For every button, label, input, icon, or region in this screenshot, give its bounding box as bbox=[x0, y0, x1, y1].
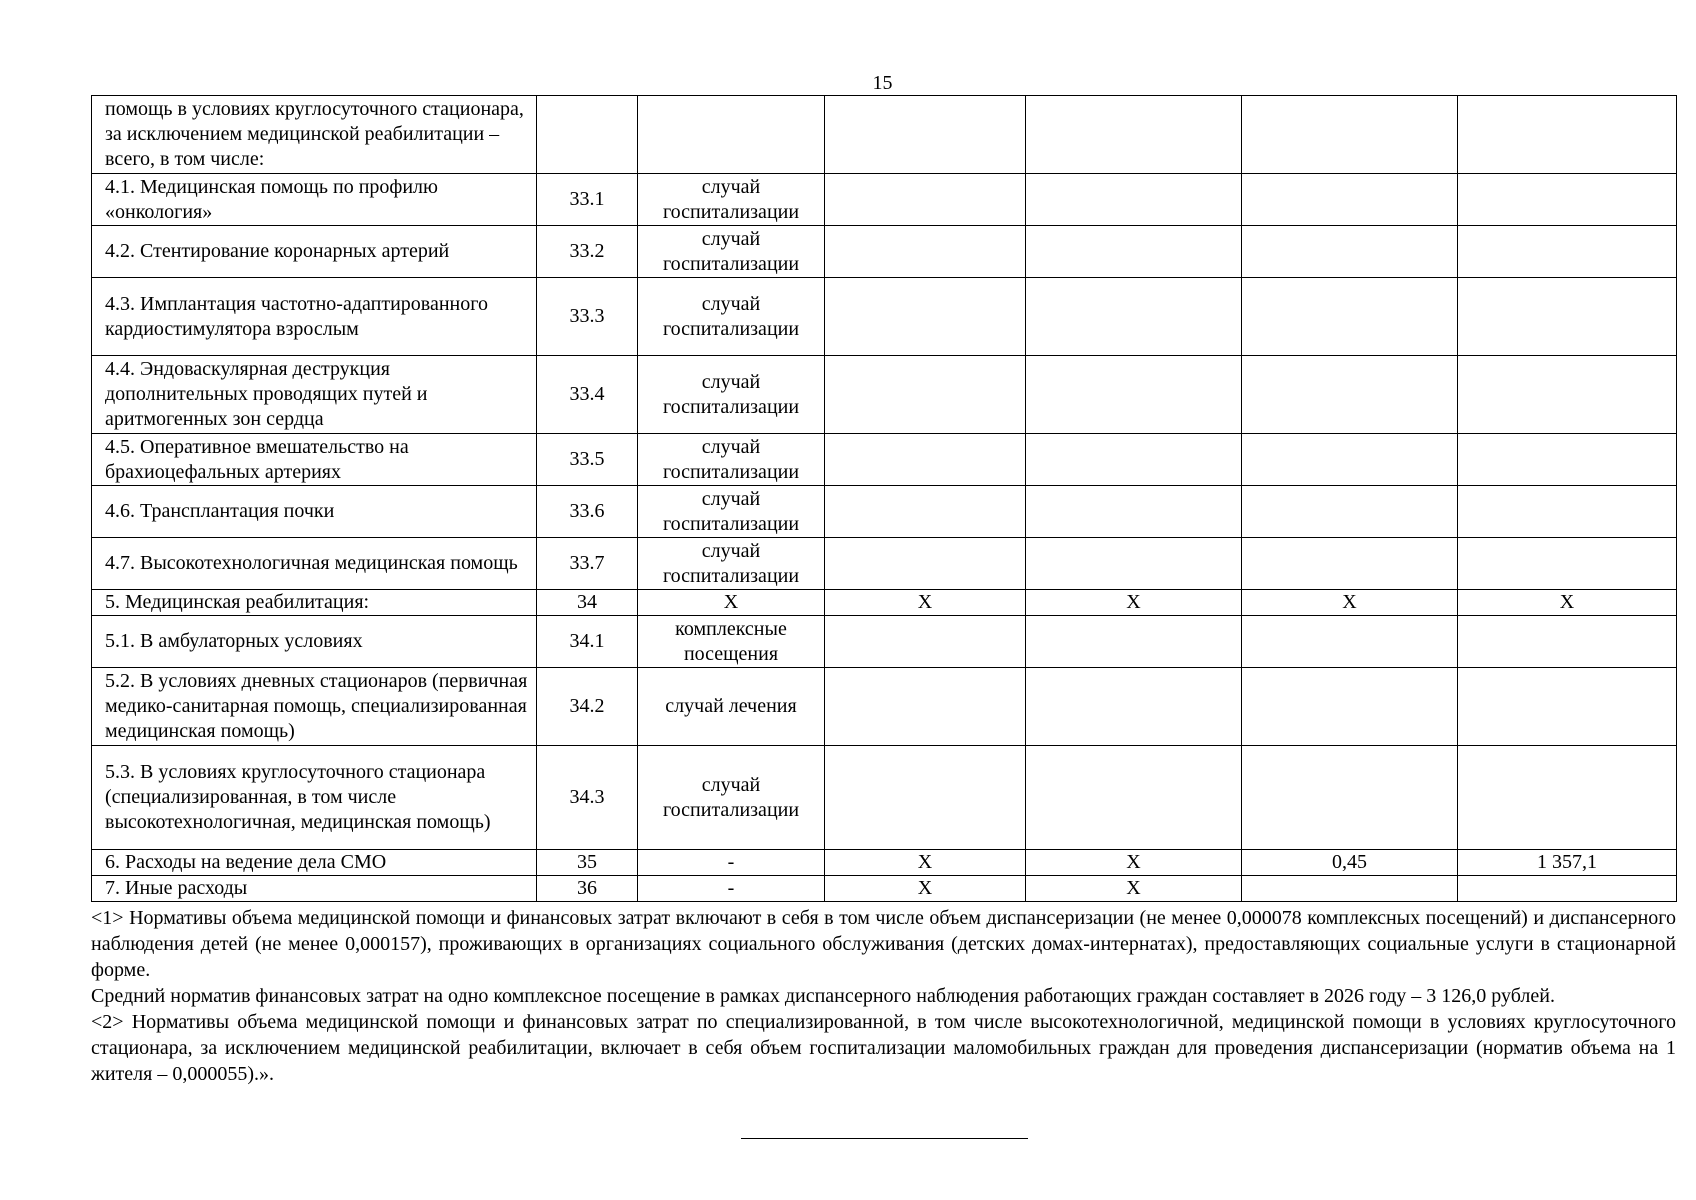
row-unit bbox=[638, 96, 825, 174]
row-unit: комплексные посещения bbox=[638, 616, 825, 668]
row-col5: Х bbox=[1026, 590, 1242, 616]
row-col5 bbox=[1026, 486, 1242, 538]
table-row bbox=[92, 616, 1677, 668]
row-col4 bbox=[825, 538, 1026, 590]
row-col7 bbox=[1458, 486, 1677, 538]
row-unit: случай госпитализации bbox=[638, 356, 825, 434]
row-code: 34 bbox=[537, 590, 638, 616]
row-name: 4.5. Оперативное вмешательство на брахиоцефальных артериях bbox=[92, 434, 537, 486]
row-unit: случай госпитализации bbox=[638, 434, 825, 486]
row-code: 34.3 bbox=[537, 746, 638, 850]
row-col7 bbox=[1458, 616, 1677, 668]
row-col7 bbox=[1458, 174, 1677, 226]
row-col4 bbox=[825, 668, 1026, 746]
table-row bbox=[92, 96, 1677, 174]
row-unit: случай госпитализации bbox=[638, 174, 825, 226]
row-col6 bbox=[1242, 278, 1458, 356]
row-col4: Х bbox=[825, 850, 1026, 876]
row-col4 bbox=[825, 434, 1026, 486]
row-col7 bbox=[1458, 434, 1677, 486]
row-col7 bbox=[1458, 746, 1677, 850]
footnotes bbox=[91, 905, 1676, 1087]
table-row bbox=[92, 174, 1677, 226]
row-col7 bbox=[1458, 226, 1677, 278]
row-col6 bbox=[1242, 616, 1458, 668]
row-col5 bbox=[1026, 356, 1242, 434]
row-col6 bbox=[1242, 668, 1458, 746]
row-code: 33.6 bbox=[537, 486, 638, 538]
row-col5 bbox=[1026, 174, 1242, 226]
row-code: 33.3 bbox=[537, 278, 638, 356]
row-unit: случай лечения bbox=[638, 668, 825, 746]
row-code: 33.5 bbox=[537, 434, 638, 486]
row-col4 bbox=[825, 746, 1026, 850]
footnote-2: <2> Нормативы объема медицинской помощи и финансовых затрат по специализированной, в том числе высокотехнологичной, медицинской помощи в условиях круглосуточного стационара, за исключением медицинской реабилитации, включает в себя объем госпитализации маломобильных граждан для проведения диспансеризации (норматив объема на 1 жителя – 0,000055).». bbox=[91, 1011, 1676, 1085]
row-col4 bbox=[825, 174, 1026, 226]
table-row bbox=[92, 590, 1677, 616]
row-col7 bbox=[1458, 538, 1677, 590]
row-col7 bbox=[1458, 278, 1677, 356]
table-row bbox=[92, 486, 1677, 538]
table-row bbox=[92, 538, 1677, 590]
row-col4 bbox=[825, 226, 1026, 278]
table-row bbox=[92, 356, 1677, 434]
row-col7 bbox=[1458, 668, 1677, 746]
row-col6 bbox=[1242, 538, 1458, 590]
row-col6 bbox=[1242, 486, 1458, 538]
row-col4 bbox=[825, 486, 1026, 538]
footnote-1: <1> Нормативы объема медицинской помощи и финансовых затрат включают в себя в том числе объем диспансеризации (не менее 0,000078 комплексных посещений) и диспансерного наблюдения детей (не менее 0,000157), проживающих в организациях социального обслуживания (детских домах-интернатах), предоставляющих социальные услуги в стационарной форме. bbox=[91, 907, 1676, 981]
row-col5: Х bbox=[1026, 876, 1242, 902]
row-name: 6. Расходы на ведение дела СМО bbox=[92, 850, 537, 876]
row-col5 bbox=[1026, 434, 1242, 486]
row-code: 35 bbox=[537, 850, 638, 876]
row-name: помощь в условиях круглосуточного стационара, за исключением медицинской реабилитации – всего, в том числе: bbox=[92, 96, 537, 174]
row-col4: Х bbox=[825, 876, 1026, 902]
row-name: 4.3. Имплантация частотно-адаптированного кардиостимулятора взрослым bbox=[92, 278, 537, 356]
row-name: 5. Медицинская реабилитация: bbox=[92, 590, 537, 616]
row-col6 bbox=[1242, 746, 1458, 850]
row-col7: Х bbox=[1458, 590, 1677, 616]
table-row bbox=[92, 746, 1677, 850]
row-unit: Х bbox=[638, 590, 825, 616]
row-code: 33.2 bbox=[537, 226, 638, 278]
row-col5 bbox=[1026, 538, 1242, 590]
table-row bbox=[92, 278, 1677, 356]
row-col6 bbox=[1242, 356, 1458, 434]
row-col5 bbox=[1026, 668, 1242, 746]
row-unit: случай госпитализации bbox=[638, 226, 825, 278]
row-col5 bbox=[1026, 616, 1242, 668]
row-col4: Х bbox=[825, 590, 1026, 616]
row-name: 4.4. Эндоваскулярная деструкция дополнительных проводящих путей и аритмогенных зон сердца bbox=[92, 356, 537, 434]
row-col4 bbox=[825, 96, 1026, 174]
row-col6 bbox=[1242, 96, 1458, 174]
row-col5 bbox=[1026, 746, 1242, 850]
row-col7 bbox=[1458, 96, 1677, 174]
row-unit: - bbox=[638, 850, 825, 876]
row-col4 bbox=[825, 356, 1026, 434]
row-name: 7. Иные расходы bbox=[92, 876, 537, 902]
row-col7: 1 357,1 bbox=[1458, 850, 1677, 876]
row-col6 bbox=[1242, 876, 1458, 902]
page-number: 15 bbox=[872, 72, 893, 94]
row-col6: 0,45 bbox=[1242, 850, 1458, 876]
row-code: 34.2 bbox=[537, 668, 638, 746]
row-code: 33.4 bbox=[537, 356, 638, 434]
row-name: 5.1. В амбулаторных условиях bbox=[92, 616, 537, 668]
row-name: 5.3. В условиях круглосуточного стационара (специализированная, в том числе высокотехнологичная, медицинская помощь) bbox=[92, 746, 537, 850]
row-unit: случай госпитализации bbox=[638, 486, 825, 538]
footnote-note: Средний норматив финансовых затрат на одно комплексное посещение в рамках диспансерного наблюдения работающих граждан составляет в 2026 году – 3 126,0 рублей. bbox=[91, 985, 1555, 1007]
row-col4 bbox=[825, 278, 1026, 356]
row-code: 33.7 bbox=[537, 538, 638, 590]
row-code: 33.1 bbox=[537, 174, 638, 226]
end-divider bbox=[741, 1138, 1028, 1139]
row-col6 bbox=[1242, 434, 1458, 486]
row-col6 bbox=[1242, 226, 1458, 278]
row-unit: случай госпитализации bbox=[638, 746, 825, 850]
row-col7 bbox=[1458, 876, 1677, 902]
normatives-table bbox=[91, 95, 1677, 902]
row-code: 34.1 bbox=[537, 616, 638, 668]
table-row bbox=[92, 226, 1677, 278]
table-row bbox=[92, 668, 1677, 746]
row-col7 bbox=[1458, 356, 1677, 434]
row-name: 4.7. Высокотехнологичная медицинская помощь bbox=[92, 538, 537, 590]
row-col4 bbox=[825, 616, 1026, 668]
row-col5 bbox=[1026, 278, 1242, 356]
table-row bbox=[92, 876, 1677, 902]
row-code: 36 bbox=[537, 876, 638, 902]
table-row bbox=[92, 434, 1677, 486]
row-unit: случай госпитализации bbox=[638, 278, 825, 356]
row-name: 5.2. В условиях дневных стационаров (первичная медико-санитарная помощь, специализированная медицинская помощь) bbox=[92, 668, 537, 746]
row-name: 4.6. Трансплантация почки bbox=[92, 486, 537, 538]
row-unit: случай госпитализации bbox=[638, 538, 825, 590]
row-col5 bbox=[1026, 96, 1242, 174]
row-code bbox=[537, 96, 638, 174]
row-col5 bbox=[1026, 226, 1242, 278]
row-col6: Х bbox=[1242, 590, 1458, 616]
row-name: 4.1. Медицинская помощь по профилю «онкология» bbox=[92, 174, 537, 226]
row-col5: Х bbox=[1026, 850, 1242, 876]
row-unit: - bbox=[638, 876, 825, 902]
row-col6 bbox=[1242, 174, 1458, 226]
table-row bbox=[92, 850, 1677, 876]
row-name: 4.2. Стентирование коронарных артерий bbox=[92, 226, 537, 278]
